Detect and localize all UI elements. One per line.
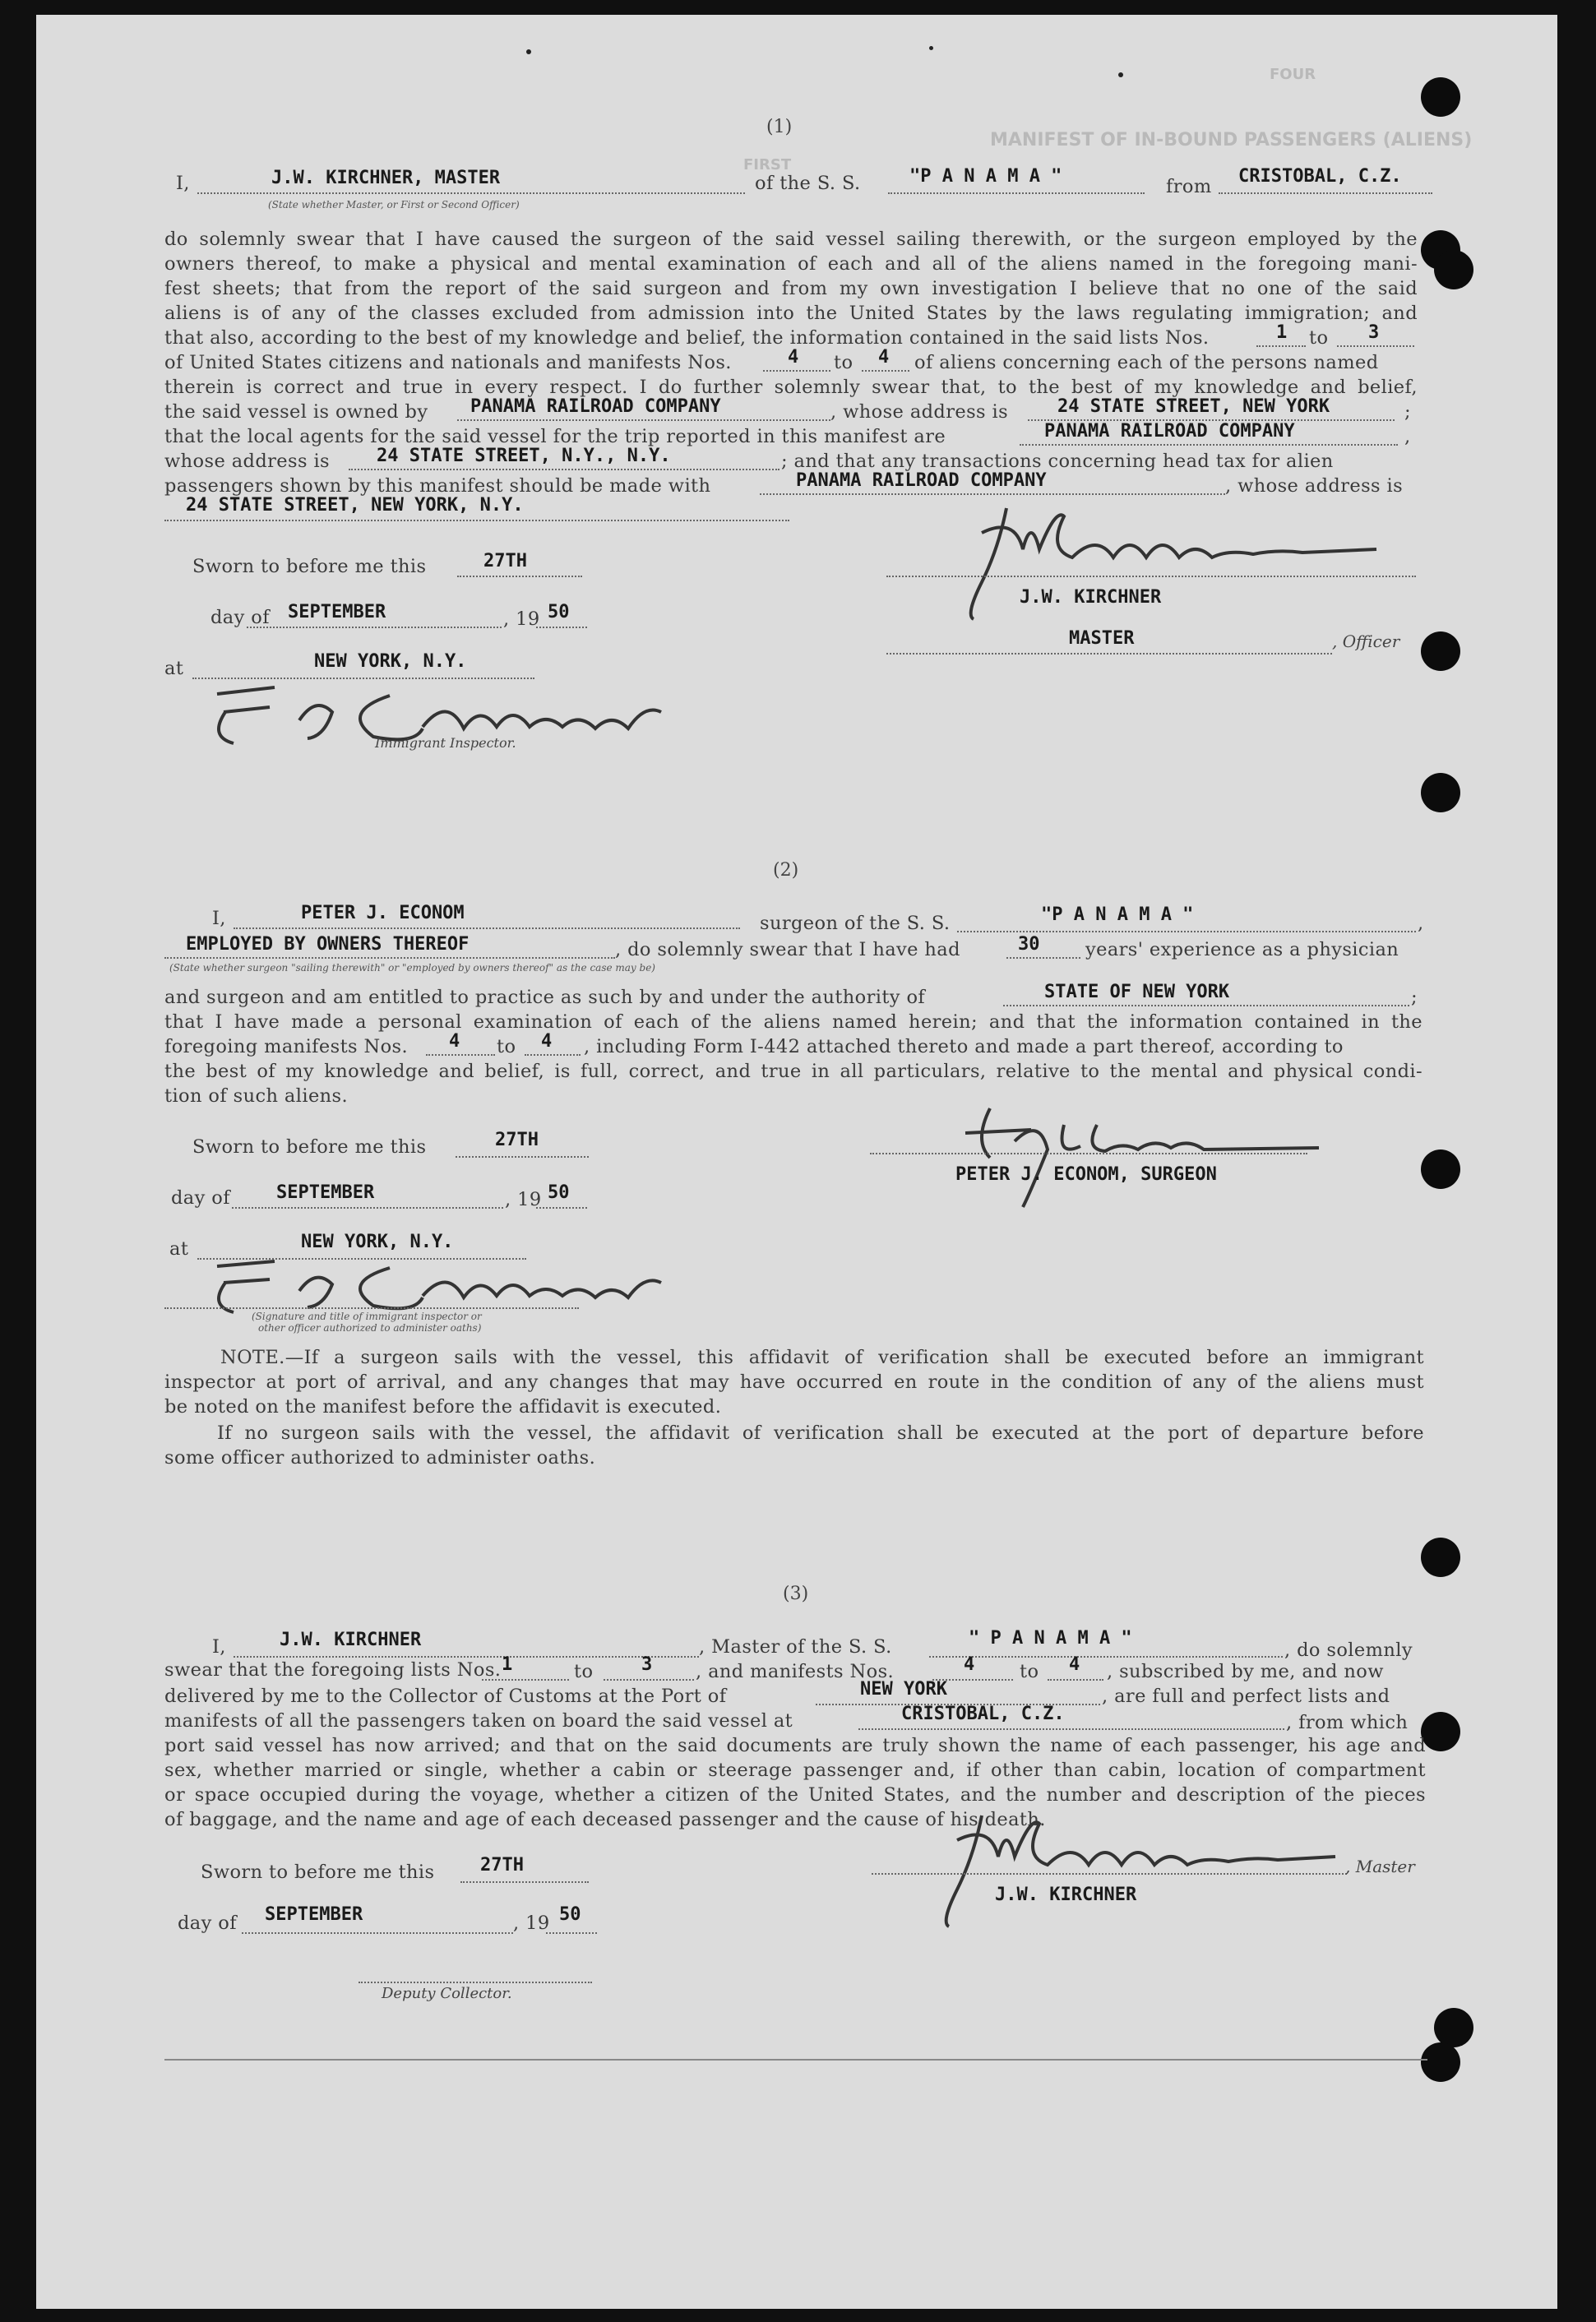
text: ,: [1404, 426, 1411, 447]
bleed-through-header: MANIFEST OF IN-BOUND PASSENGERS (ALIENS): [990, 130, 1473, 150]
punch-hole: [1421, 1538, 1460, 1577]
list-to-field: 3: [1368, 322, 1380, 343]
manifest-to-field: 4: [878, 347, 890, 368]
fill-line: [456, 1156, 589, 1158]
fill-line: [457, 576, 582, 577]
customs-port-field: NEW YORK: [860, 1679, 947, 1700]
fill-line: [536, 627, 587, 628]
fill-line: [929, 1656, 1283, 1658]
section-number: (1): [766, 117, 793, 137]
master-name-field: J.W. KIRCHNER, MASTER: [271, 168, 501, 188]
fill-line: [862, 370, 909, 372]
fill-line: [457, 419, 830, 421]
sworn-place-field: NEW YORK, N.Y.: [301, 1232, 454, 1252]
sworn-day-field: 27TH: [483, 551, 527, 571]
text: , subscribed by me, and now: [1107, 1661, 1384, 1682]
list-to-field: 3: [641, 1654, 653, 1675]
fill-line: [349, 469, 779, 470]
punch-hole: [1434, 250, 1473, 289]
fill-line: [359, 1982, 592, 1983]
text: from: [1166, 176, 1212, 197]
text: to: [834, 352, 854, 373]
bleed-through-four: FOUR: [1270, 66, 1316, 83]
surgeon-signer: PETER J. ECONOM, SURGEON: [955, 1164, 1217, 1185]
punch-hole: [1421, 77, 1460, 117]
text: , from which: [1286, 1712, 1409, 1733]
section-number: (2): [773, 860, 799, 881]
sworn-year-field: 50: [548, 602, 570, 622]
sworn-month-field: SEPTEMBER: [276, 1182, 375, 1203]
text: Sworn to before me this: [192, 556, 427, 577]
text: to: [1309, 327, 1329, 349]
paragraph-line: therein is correct and true in every respect. I do further solemnly swear that, to the best of my knowledge and belief,: [164, 377, 1418, 398]
note-line: be noted on the manifest before the affidavit is executed.: [164, 1396, 722, 1418]
paragraph-line: the best of my knowledge and belief, is full, correct, and true in all particulars, relative to the mental and physical condi-: [164, 1061, 1423, 1082]
fill-line: [536, 1207, 587, 1209]
owner-address-field: 24 STATE STREET, NEW YORK: [1057, 396, 1330, 417]
ink-speck: [1118, 72, 1123, 77]
text: , whose address is: [1225, 475, 1404, 497]
text: delivered by me to the Collector of Customs at the Port of: [164, 1686, 727, 1707]
paragraph-line: fest sheets; that from the report of the said surgeon and from my own investigation I believe that no one of the said: [164, 278, 1418, 299]
text: swear that the foregoing lists Nos.: [164, 1659, 502, 1681]
text: , including Form I-442 attached thereto and made a part thereof, according to: [584, 1036, 1344, 1057]
ink-speck: [929, 46, 933, 50]
field-note: (State whether surgeon "sailing therewith" or "employed by owners thereof" as the case may be): [169, 962, 655, 974]
manifest-from-field: 4: [788, 347, 799, 368]
fill-line: [1020, 444, 1398, 446]
text: manifests of all the passengers taken on board the said vessel at: [164, 1710, 793, 1732]
text: day of: [171, 1187, 230, 1209]
fill-line: [234, 927, 740, 929]
fill-line: [164, 957, 615, 959]
master-signer-name: J.W. KIRCHNER: [995, 1885, 1137, 1905]
paragraph-line: that also, according to the best of my knowledge and belief, the information contained in the said lists Nos.: [164, 327, 1210, 349]
fill-line: [1337, 345, 1414, 347]
fill-line: [870, 1153, 1307, 1154]
note-line: inspector at port of arrival, and any changes that may have occurred en route in the condition of any of the aliens must: [164, 1371, 1424, 1393]
fill-line: [957, 931, 1416, 932]
sworn-month-field: SEPTEMBER: [288, 602, 386, 622]
paragraph-line: of United States citizens and nationals and manifests Nos.: [164, 352, 732, 373]
text: , are full and perfect lists and: [1102, 1686, 1390, 1707]
paragraph-line: owners thereof, to make a physical and mental examination of each and all of the aliens named in the foregoing mani-: [164, 253, 1418, 275]
text: at: [169, 1238, 189, 1260]
fill-line: [1256, 345, 1306, 347]
text: I,: [212, 908, 226, 929]
manifest-from-field: 4: [449, 1031, 460, 1052]
fill-line: [886, 653, 1332, 655]
fill-line: [872, 1873, 1347, 1875]
paragraph-line: do solemnly swear that I have caused the surgeon of the said vessel sailing therewith, or the surgeon employed by the: [164, 229, 1418, 250]
fill-line: [1048, 1679, 1103, 1681]
section-number: (3): [783, 1584, 809, 1604]
text: I,: [176, 173, 190, 194]
authority-field: STATE OF NEW YORK: [1044, 982, 1230, 1002]
master-signature: [949, 500, 1409, 623]
paragraph-line: or space occupied during the voyage, whether a citizen of the United States, and the number and description of the pieces: [164, 1784, 1426, 1806]
master-signer-name: J.W. KIRCHNER: [1020, 587, 1162, 608]
text: ;: [1411, 987, 1418, 1008]
fill-line: [482, 1679, 569, 1681]
ship-name-field: " P A N A M A ": [969, 1628, 1132, 1649]
fill-line: [247, 627, 502, 628]
sworn-day-field: 27TH: [480, 1855, 524, 1876]
note-line: some officer authorized to administer oaths.: [164, 1447, 596, 1469]
text: , 19: [513, 1913, 550, 1934]
text: and surgeon and am entitled to practice as such by and under the authority of: [164, 987, 926, 1008]
fill-line: [1006, 957, 1080, 959]
text: I,: [212, 1636, 226, 1658]
paragraph-line: of baggage, and the name and age of each deceased passenger and the cause of his death.: [164, 1809, 1046, 1830]
fill-line: [232, 1207, 503, 1209]
text: at: [164, 658, 184, 679]
head-tax-field: PANAMA RAILROAD COMPANY: [796, 470, 1047, 491]
boarding-port-field: CRISTOBAL, C.Z.: [901, 1704, 1065, 1724]
paragraph-line: sex, whether married or single, whether a cabin or steerage passenger and, if other than cabin, location of compartment: [164, 1760, 1426, 1781]
text: to: [497, 1036, 516, 1057]
text: surgeon of the S. S.: [760, 913, 951, 934]
punch-hole: [1434, 2008, 1473, 2047]
punch-hole: [1421, 1712, 1460, 1751]
text: foregoing manifests Nos.: [164, 1036, 409, 1057]
manifest-page: [36, 15, 1557, 2309]
paragraph-line: that I have made a personal examination of each of the aliens named herein; and that the information contained in the: [164, 1011, 1423, 1033]
punch-hole: [1421, 631, 1460, 671]
fill-line: [604, 1679, 694, 1681]
fill-line: [1003, 1005, 1409, 1006]
fill-line: [763, 370, 830, 372]
list-from-field: 1: [1276, 322, 1288, 343]
text: whose address is: [164, 451, 330, 472]
fill-line: [164, 520, 789, 521]
text: , do solemnly: [1284, 1640, 1413, 1661]
punch-hole: [1421, 2042, 1460, 2082]
fill-line: [242, 1932, 513, 1934]
text: to: [574, 1661, 594, 1682]
field-note: (State whether Master, or First or Second Officer): [268, 199, 520, 210]
text: the said vessel is owned by: [164, 401, 428, 423]
fill-line: [426, 1054, 495, 1056]
text: to: [1020, 1661, 1039, 1682]
officer-label: , Officer: [1332, 631, 1400, 651]
paragraph-line: aliens is of any of the classes excluded from admission into the United States by the laws regulating immigration; and: [164, 303, 1418, 324]
list-from-field: 1: [502, 1654, 513, 1675]
text: Sworn to before me this: [192, 1136, 427, 1158]
agents-address-field: 24 STATE STREET, N.Y., N.Y.: [377, 446, 671, 466]
text: day of: [178, 1913, 237, 1934]
master-name-field: J.W. KIRCHNER: [280, 1630, 422, 1650]
fill-line: [1219, 192, 1432, 194]
surgeon-employment-field: EMPLOYED BY OWNERS THEREOF: [186, 934, 470, 955]
signature-note: (Signature and title of immigrant inspector or: [252, 1311, 482, 1322]
note-line: NOTE.—If a surgeon sails with the vessel, this affidavit of verification shall be executed before an immigrant: [220, 1347, 1424, 1368]
text: ;: [1404, 401, 1411, 423]
note-line: If no surgeon sails with the vessel, the affidavit of verification shall be executed at the port of departure before: [217, 1422, 1424, 1444]
ship-name-field: "P A N A M A ": [909, 166, 1062, 187]
fill-line: [525, 1054, 581, 1056]
sworn-day-field: 27TH: [495, 1130, 539, 1150]
head-tax-address-field: 24 STATE STREET, NEW YORK, N.Y.: [186, 495, 524, 516]
deputy-collector-label: Deputy Collector.: [382, 1985, 512, 2002]
sworn-place-field: NEW YORK, N.Y.: [314, 651, 467, 672]
text: of aliens concerning each of the persons named: [914, 352, 1379, 373]
text: that the local agents for the said vessel for the trip reported in this manifest are: [164, 426, 946, 447]
text: years' experience as a physician: [1085, 939, 1399, 960]
signature-note: other officer authorized to administer oaths): [258, 1322, 482, 1334]
fill-line: [888, 192, 1145, 194]
punch-hole: [1421, 773, 1460, 812]
paragraph-line: port said vessel has now arrived; and that on the said documents are truly shown the name of each passenger, his age and: [164, 1735, 1426, 1756]
text: ,: [1418, 913, 1424, 934]
master-signature: [924, 1807, 1368, 1931]
inspector-label: Immigrant Inspector.: [375, 735, 516, 751]
master-signer-title: MASTER: [1069, 628, 1135, 649]
surgeon-name-field: PETER J. ECONOM: [301, 903, 465, 923]
ink-speck: [526, 49, 531, 54]
punch-hole: [1421, 1149, 1460, 1189]
surgeon-years-field: 30: [1018, 934, 1040, 955]
text: , 19: [503, 608, 540, 630]
fill-line: [760, 493, 1225, 495]
fill-line: [886, 576, 1416, 577]
text: day of: [210, 607, 270, 628]
manifest-to-field: 4: [541, 1031, 553, 1052]
text: , and manifests Nos.: [696, 1661, 895, 1682]
sworn-month-field: SEPTEMBER: [265, 1904, 363, 1925]
paragraph-line: tion of such aliens.: [164, 1085, 349, 1107]
bottom-rule: [164, 2059, 1427, 2061]
text: Sworn to before me this: [201, 1862, 435, 1883]
text: , 19: [505, 1189, 542, 1210]
fill-line: [858, 1728, 1284, 1730]
owner-field: PANAMA RAILROAD COMPANY: [470, 396, 721, 417]
text: , Master of the S. S.: [699, 1636, 892, 1658]
fill-line: [197, 192, 745, 194]
ship-name-field: "P A N A M A ": [1041, 904, 1194, 925]
bleed-through-first: FIRST: [743, 156, 792, 173]
manifest-to-field: 4: [1069, 1654, 1080, 1675]
departure-port-field: CRISTOBAL, C.Z.: [1238, 166, 1402, 187]
sworn-year-field: 50: [548, 1182, 570, 1203]
text: passengers shown by this manifest should be made with: [164, 475, 711, 497]
fill-line: [164, 1307, 579, 1309]
text: ; and that any transactions concerning head tax for alien: [781, 451, 1334, 472]
text: of the S. S.: [755, 173, 861, 194]
text: , do solemnly swear that I have had: [615, 939, 960, 960]
fill-line: [546, 1932, 597, 1934]
text: , whose address is: [830, 401, 1009, 423]
sworn-year-field: 50: [559, 1904, 581, 1925]
manifest-from-field: 4: [964, 1654, 975, 1675]
master-label: , Master: [1345, 1857, 1415, 1876]
agents-field: PANAMA RAILROAD COMPANY: [1044, 421, 1295, 442]
fill-line: [460, 1881, 589, 1883]
